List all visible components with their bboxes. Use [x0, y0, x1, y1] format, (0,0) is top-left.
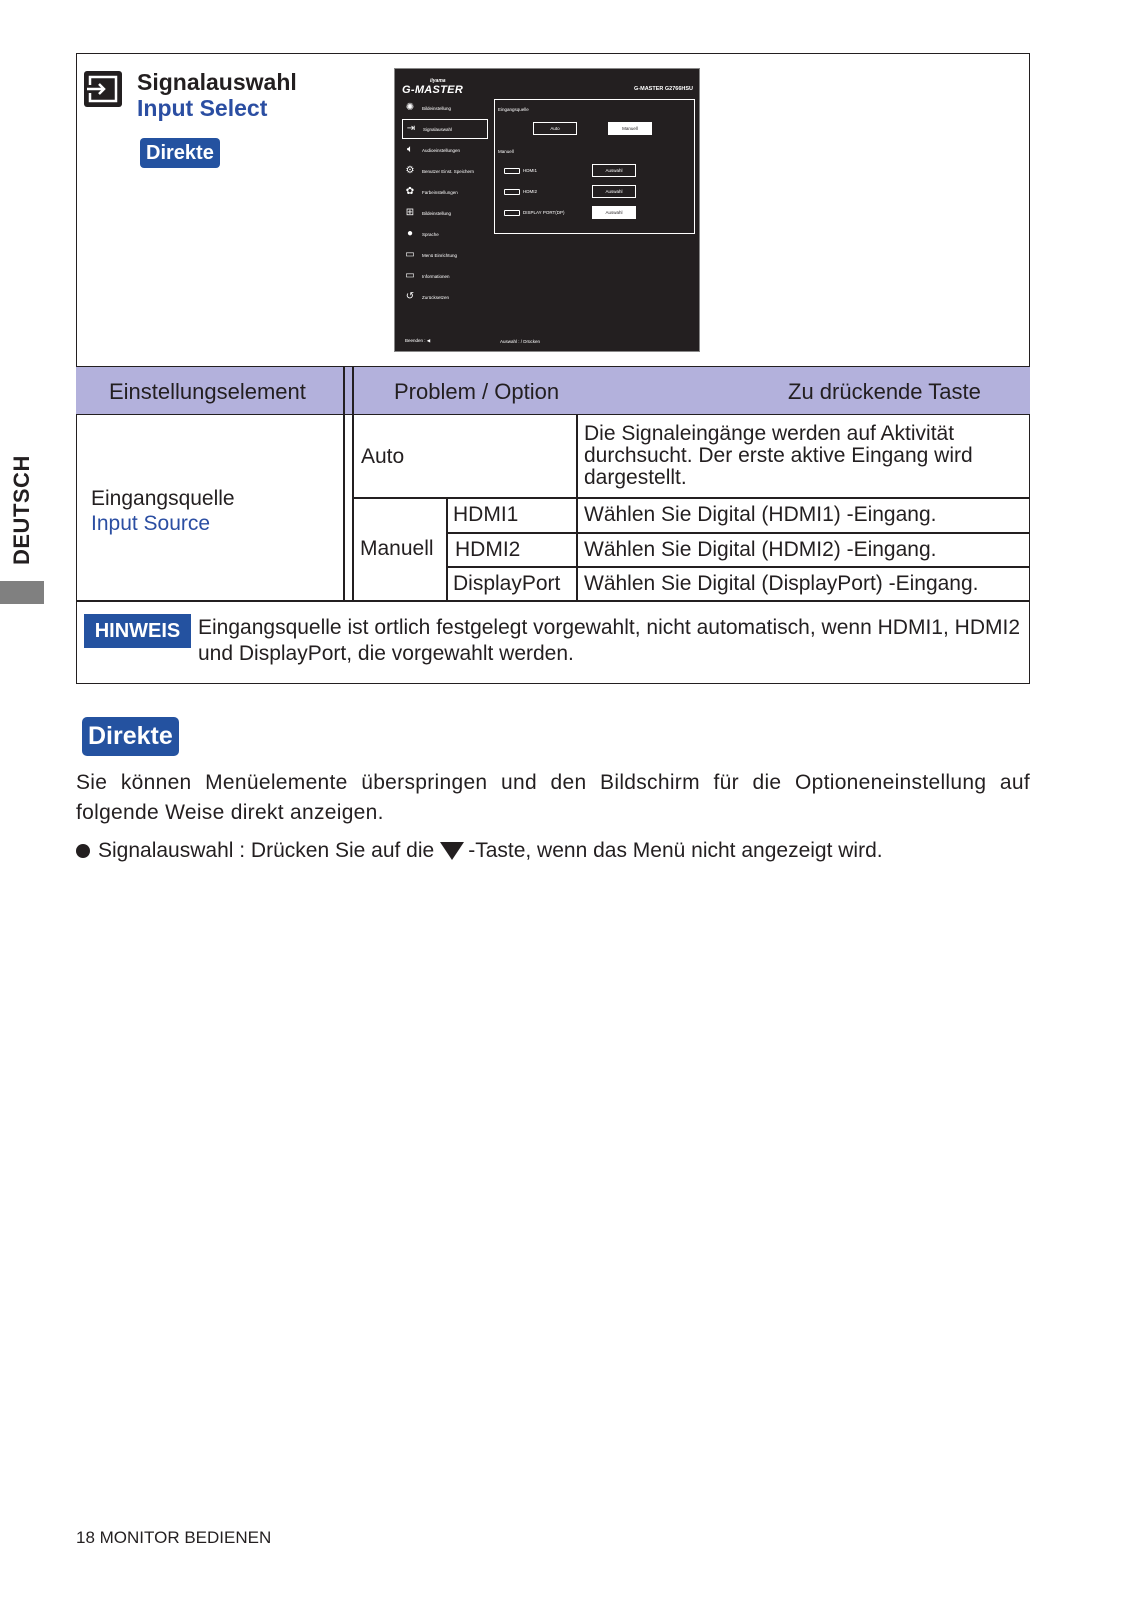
auto-desc-line: dargestellt. [584, 466, 687, 489]
direkt-badge: Direkte [140, 138, 220, 168]
osd-model: G-MASTER G2766HSU [634, 86, 693, 92]
bullet-text-after: -Taste, wenn das Menü nicht angezeigt wird. [468, 839, 883, 862]
user-settings-icon: ⚙ [405, 165, 415, 176]
page-footer: 18 MONITOR BEDIENEN [76, 1528, 272, 1547]
input-select-icon [84, 71, 122, 107]
osd-brand: G-MASTER [402, 84, 464, 96]
osd-manual-button: Manuell [608, 122, 652, 135]
direkt-paragraph: Sie können Menüelemente überspringen und den Bildschirm für die Optioneneinstellung auf folgende Weise direkt anzeigen. [76, 771, 1030, 824]
page-subtitle: Input Select [137, 95, 268, 121]
osd-menu-item: ● Sprache [402, 224, 488, 244]
side-tab-bar [0, 581, 44, 604]
osd-menu-item: ▭ Informationen [402, 266, 488, 286]
picture-icon: ⊞ [405, 207, 415, 218]
input-select-icon: ⇥ [406, 123, 416, 134]
table-divider [352, 366, 354, 600]
osd-port-label: HDMI1 [523, 168, 538, 173]
table-row-option: HDMI2 [455, 538, 521, 561]
page-title: Signalauswahl [137, 69, 297, 95]
osd-menu-item: ↺ Zurücksetzen [402, 287, 488, 307]
table-row-desc: Wählen Sie Digital (DisplayPort) -Eingang. [584, 572, 979, 595]
table-row-divider [446, 566, 1030, 568]
osd-menu-item: 🔈︎ Audioeinstellungen [402, 140, 488, 160]
bullet-text-before: Signalauswahl : Drücken Sie auf die [98, 839, 435, 862]
osd-menu-item: ⊞ Bildeinstellung [402, 203, 488, 223]
note-text: Eingangsquelle ist ortlich festgelegt vorgewahlt, nicht automatisch, wenn HDMI1, HDMI2 und DisplayPort, die vorgewahlt werden. [198, 616, 1020, 665]
table-row-option: HDMI1 [453, 503, 519, 526]
displayport-icon [504, 210, 520, 216]
osd-port-select-button: Auswahl [592, 185, 636, 198]
globe-icon: ● [406, 228, 414, 239]
note-badge: HINWEIS [84, 614, 191, 648]
info-icon: ▭ [405, 270, 415, 281]
osd-auto-button: Auto [533, 122, 577, 135]
osd-screenshot [395, 69, 699, 351]
option-manual: Manuell [360, 537, 434, 560]
table-divider [343, 366, 345, 600]
osd-source-label: Eingangsquelle [498, 107, 529, 112]
table-row-divider [352, 497, 1030, 499]
table-divider [576, 415, 578, 600]
bullet-icon [76, 844, 90, 858]
osd-brand-top: iiyama [430, 78, 446, 84]
osd-port-label: DISPLAY PORT(DP) [523, 210, 565, 215]
side-tab-label: DEUTSCH [9, 455, 34, 565]
direkt-bullet [76, 838, 883, 864]
direkt-section-badge: Direkte [82, 717, 179, 756]
table-row-desc: Wählen Sie Digital (HDMI1) -Eingang. [584, 503, 937, 526]
osd-menu-item: ⚙ Benutzer Einst. Speichern [402, 161, 488, 181]
osd-menu-item-selected: ⇥ Signalauswahl [402, 119, 488, 139]
hdmi-port-icon [504, 189, 520, 195]
menu-setup-icon: ▭ [405, 249, 415, 260]
osd-manual-label: Manuell [498, 149, 514, 154]
osd-port-select-button: Auswahl [592, 206, 636, 219]
table-row-option: DisplayPort [453, 572, 561, 595]
osd-menu-item: ✿ Farbeinstellungen [402, 182, 488, 202]
table-divider [446, 497, 448, 600]
table-row-divider [76, 600, 1030, 602]
osd-panel [494, 99, 695, 234]
table-row-divider [446, 532, 1030, 534]
item-label-en: Input Source [91, 512, 211, 535]
osd-footer-select: Auswahl : / Drücken [500, 339, 541, 344]
osd-footer-exit: Beenden : ◀ [405, 338, 431, 343]
option-auto: Auto [361, 445, 405, 468]
table-row-desc: Wählen Sie Digital (HDMI2) -Eingang. [584, 538, 937, 561]
speaker-icon: 🔈︎ [407, 144, 413, 155]
col-header-key: Zu drückende Taste [788, 379, 981, 404]
osd-menu-item: ✺ Bildeinstellung [402, 98, 488, 118]
color-icon: ✿ [405, 186, 415, 197]
col-header-option: Problem / Option [394, 379, 560, 404]
osd-port-select-button: Auswahl [592, 164, 636, 177]
table-header [76, 366, 1030, 415]
col-header-item: Einstellungselement [109, 379, 306, 404]
hdmi-port-icon [504, 168, 520, 174]
auto-desc-line: Die Signaleingänge werden auf Aktivität [584, 422, 955, 445]
language-side-tab [0, 440, 44, 600]
brightness-icon: ✺ [405, 102, 415, 113]
osd-port-label: HDMI2 [523, 189, 538, 194]
item-label: Eingangsquelle [91, 487, 235, 510]
auto-desc-line: durchsucht. Der erste aktive Eingang wird [584, 444, 973, 467]
reset-icon: ↺ [405, 291, 415, 302]
down-arrow-icon [440, 842, 464, 860]
osd-menu-item: ▭ Menü Einrichtung [402, 245, 488, 265]
